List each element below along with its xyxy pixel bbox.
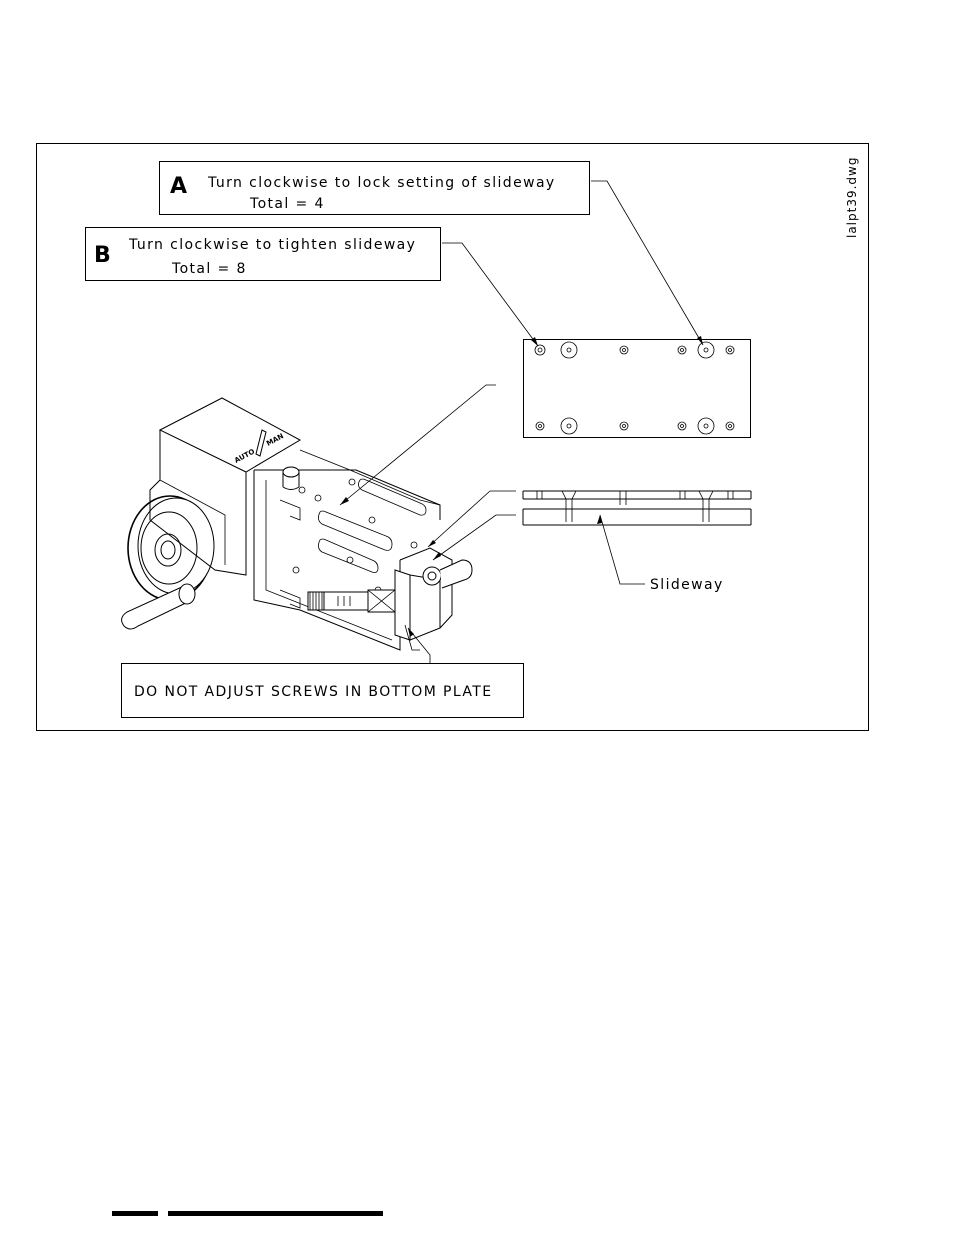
callout-a bbox=[160, 162, 704, 346]
switch-label-man: MAN bbox=[265, 432, 286, 448]
callout-b-letter: B bbox=[94, 243, 111, 268]
switch-label-auto: AUTO bbox=[233, 447, 257, 465]
plate-leader bbox=[340, 385, 496, 505]
slideway-label: Slideway bbox=[650, 577, 724, 593]
warning-callout bbox=[122, 628, 524, 718]
callout-a-line1: Turn clockwise to lock setting of slideway bbox=[208, 175, 556, 191]
callout-a-line2: Total = 4 bbox=[250, 196, 325, 212]
slideway-section-view bbox=[523, 491, 751, 593]
callout-b-line2: Total = 8 bbox=[172, 261, 247, 277]
footer-rule-short bbox=[112, 1211, 158, 1216]
callout-a-arrowhead bbox=[697, 336, 703, 345]
callout-b-line1: Turn clockwise to tighten slideway bbox=[129, 237, 417, 253]
top-plate-view bbox=[524, 340, 751, 438]
callout-a-letter: A bbox=[170, 174, 188, 199]
callout-b-box bbox=[86, 228, 441, 281]
callout-a-leader bbox=[591, 181, 703, 345]
footer-rule-long bbox=[168, 1211, 383, 1216]
warning-text: DO NOT ADJUST SCREWS IN BOTTOM PLATE bbox=[134, 684, 493, 700]
slide-assembly-drawing bbox=[122, 398, 472, 650]
callout-b-leader bbox=[442, 243, 538, 346]
drawing-id: lalpt39.dwg bbox=[845, 156, 859, 238]
section-leader-2 bbox=[433, 515, 516, 560]
callout-b bbox=[86, 228, 539, 347]
section-leader-1 bbox=[428, 491, 516, 547]
